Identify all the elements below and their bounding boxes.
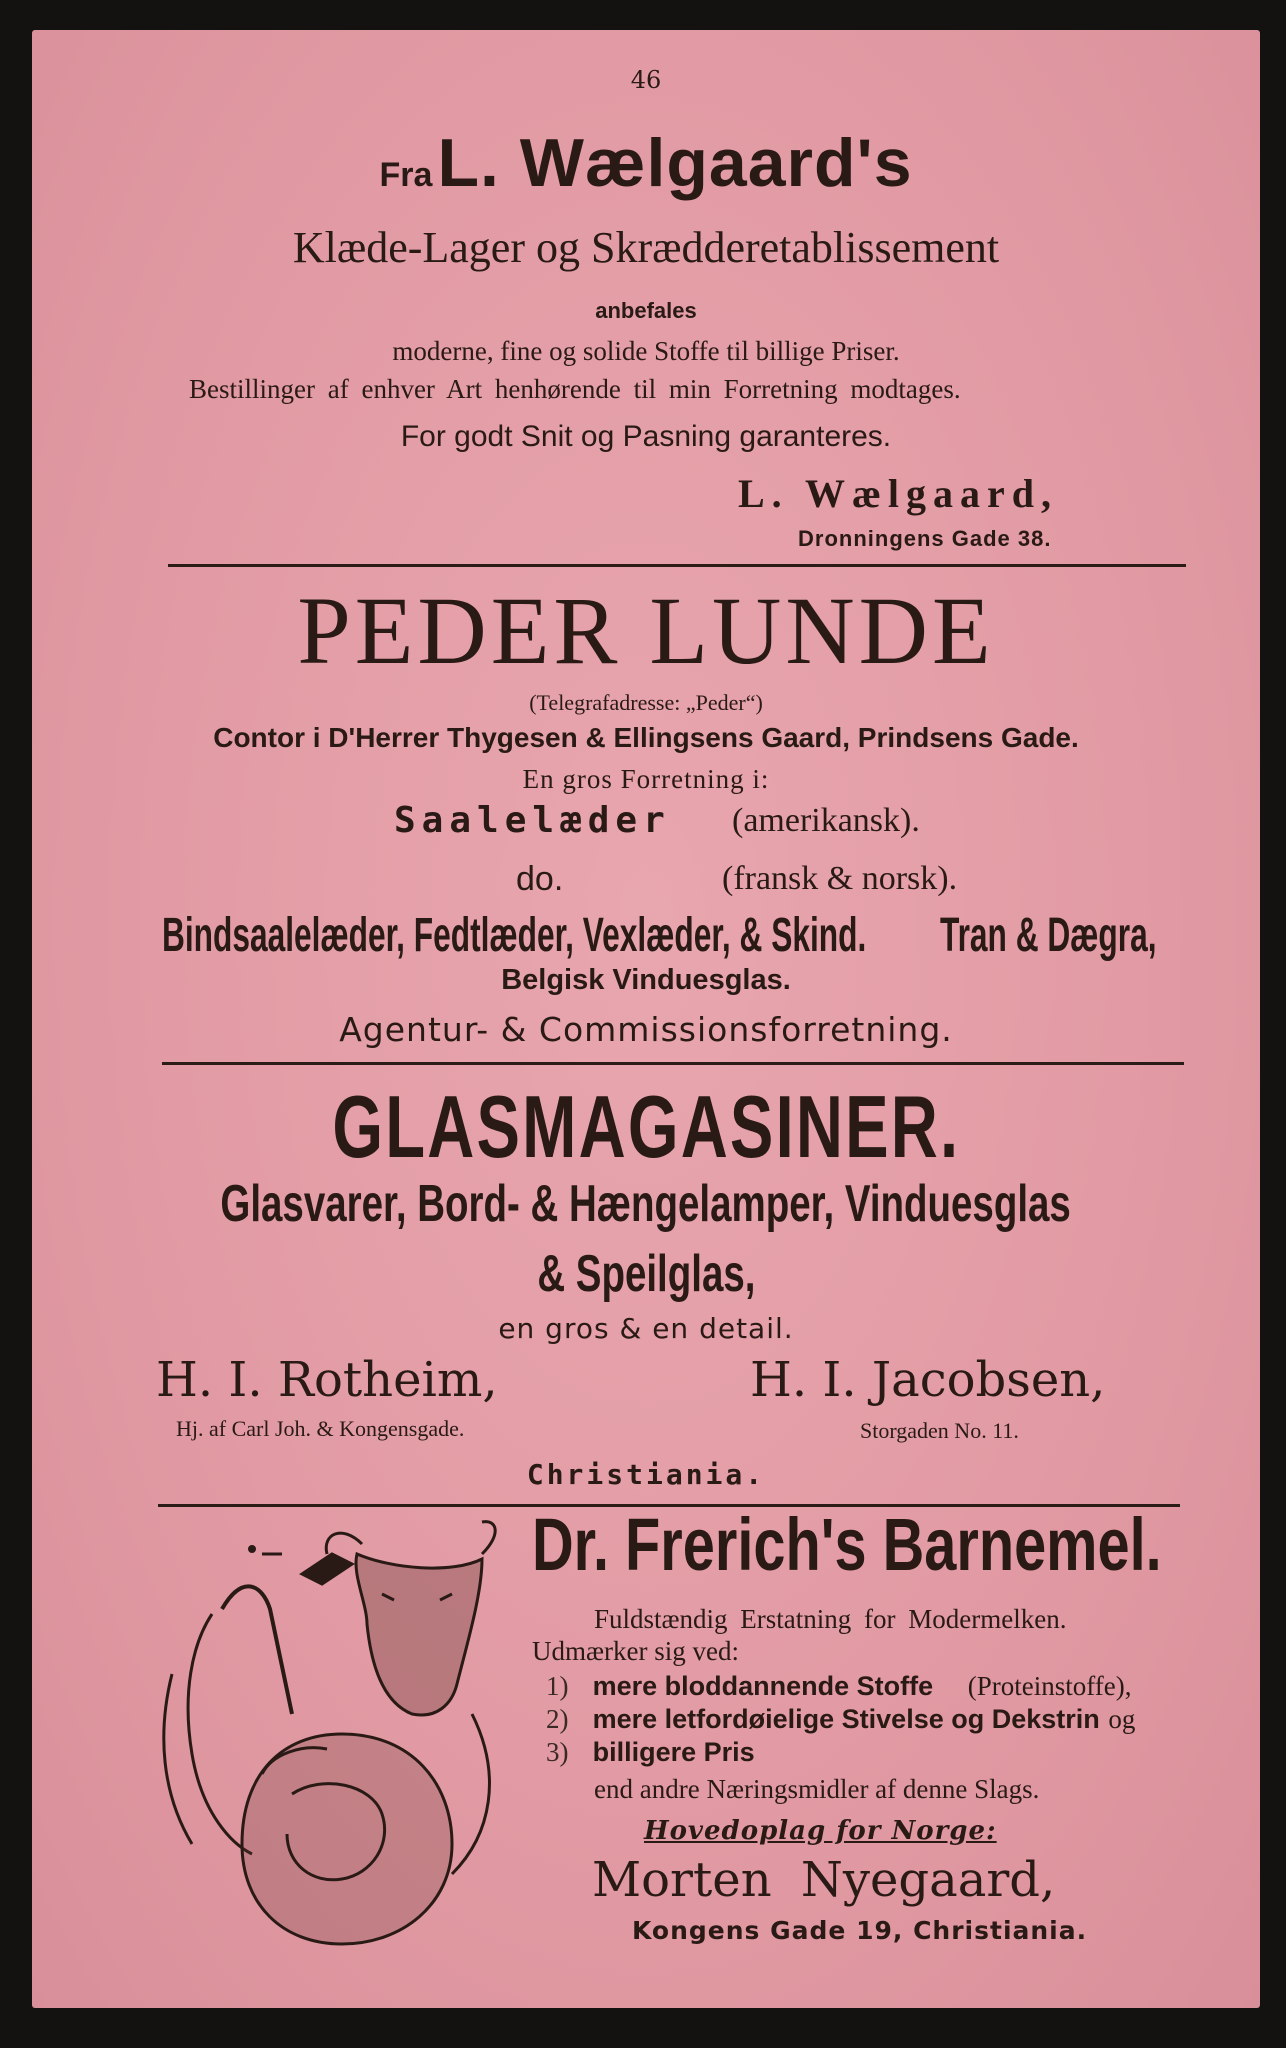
- glas-city: Christiania.: [526, 1458, 766, 1491]
- walgaard-heading: [32, 124, 1260, 202]
- lunde-engros: En gros Forretning i:: [522, 764, 770, 794]
- frerich-hovedoplag: Hovedoplag for Norge:: [644, 1816, 997, 1846]
- glas-jacobsen-address: Storgaden No. 11.: [860, 1418, 1019, 1443]
- frerich-address: Kongens Gade 19, Christiania.: [632, 1916, 1088, 1945]
- glas-line2-wrap: [32, 1244, 1260, 1304]
- frerich-line2: Udmærker sig ved:: [532, 1636, 739, 1666]
- glas-engros: en gros & en detail.: [498, 1312, 794, 1345]
- lunde-telegraf: (Telegrafadresse: „Peder“): [529, 690, 763, 715]
- lunde-goods: Bindsaalelæder, Fedtlæder, Vexlæder, & Skind.: [162, 909, 867, 962]
- lunde-fransk: (fransk & norsk).: [722, 860, 958, 897]
- frerich-name: Morten Nyegaard,: [592, 1852, 1056, 1908]
- frerich-title: Dr. Frerich's Barnemel.: [532, 1503, 1162, 1586]
- walgaard-address: Dronningens Gade 38.: [798, 526, 1052, 551]
- glas-title: GLASMAGASINER.: [331, 1077, 961, 1176]
- glas-title-wrap: [32, 1076, 1260, 1178]
- advertisement-page: [32, 30, 1260, 2008]
- walgaard-subtitle: Klæde-Lager og Skrædderetablissement: [292, 223, 1000, 272]
- lunde-do: do.: [516, 860, 564, 898]
- glas-line1: Glasvarer, Bord- & Hængelamper, Vinduesglas: [220, 1175, 1072, 1233]
- frerich-item-2: 2) mere letfordøielige Stivelse og Dekstrin og: [546, 1704, 1136, 1734]
- lunde-saalelaeder: Saalelæder: [394, 800, 671, 841]
- lunde-amerikansk: (amerikansk).: [732, 802, 920, 839]
- lunde-tran: Tran & Dægra,: [940, 909, 1157, 962]
- walgaard-name: L. Wælgaard's: [437, 125, 913, 201]
- lunde-contor: Contor i D'Herrer Thygesen & Ellingsens Gaard, Prindsens Gade.: [213, 722, 1079, 753]
- walgaard-anbefales: anbefales: [595, 298, 697, 323]
- divider-2: [162, 1062, 1184, 1065]
- frerich-item-3: 3) billigere Pris: [546, 1737, 755, 1767]
- walgaard-line2: Bestillinger af enhver Art henhørende til min Forretning modtages.: [189, 374, 961, 404]
- glas-line2: & Speilglas,: [536, 1245, 756, 1303]
- glas-rotheim-name: H. I. Rotheim,: [156, 1352, 498, 1408]
- lunde-agentur: Agentur- & Commissionsforretning.: [339, 1010, 953, 1049]
- frerich-item-1: 1) mere bloddannende Stoffe (Proteinstoffe),: [546, 1671, 1132, 1701]
- divider-1: [168, 564, 1186, 567]
- walgaard-line1: moderne, fine og solide Stoffe til billige Priser.: [392, 336, 900, 366]
- frerich-list: [546, 1670, 1135, 1769]
- frerich-title-wrap: [532, 1502, 1286, 1587]
- walgaard-line3: For godt Snit og Pasning garanteres.: [400, 420, 892, 453]
- ox-stork-baby-illustration: [152, 1514, 540, 1954]
- glas-rotheim-address: Hj. af Carl Joh. & Kongensgade.: [176, 1416, 465, 1441]
- page-number: 46: [630, 66, 662, 94]
- walgaard-signature: L. Wælgaard,: [738, 471, 1058, 516]
- lunde-belgisk: Belgisk Vinduesglas.: [501, 964, 791, 996]
- lunde-title: PEDER LUNDE: [297, 577, 995, 684]
- frerich-line3: end andre Næringsmidler af denne Slags.: [594, 1774, 1040, 1804]
- walgaard-fra: Fra: [379, 156, 433, 194]
- glas-jacobsen-name: H. I. Jacobsen,: [750, 1352, 1106, 1408]
- glas-line1-wrap: [32, 1174, 1260, 1234]
- frerich-line1: Fuldstændig Erstatning for Modermelken.: [594, 1604, 1067, 1634]
